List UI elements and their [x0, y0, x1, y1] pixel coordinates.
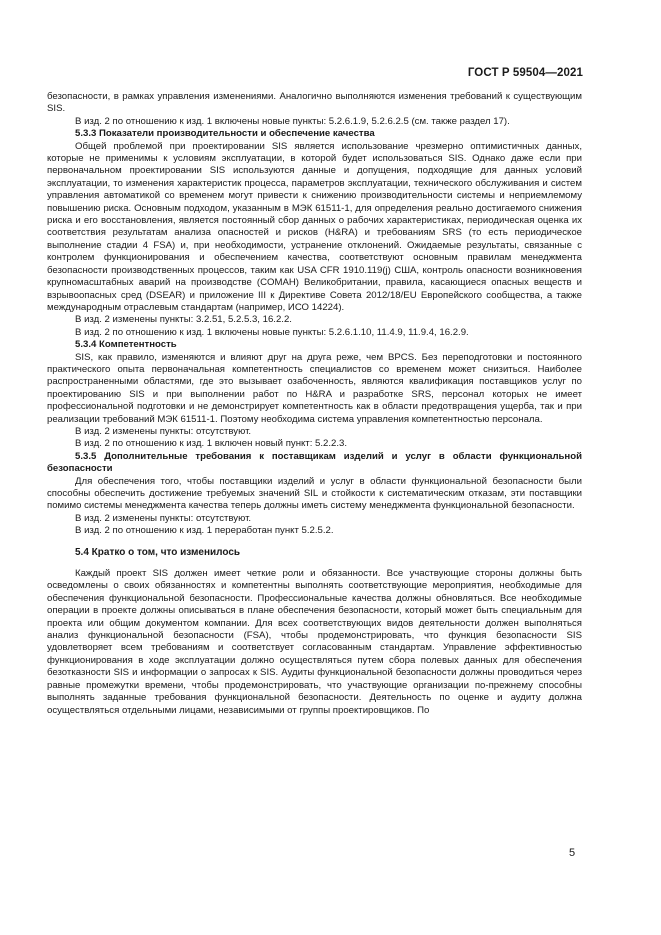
paragraph: В изд. 2 по отношению к изд. 1 включен новый пункт: 5.2.2.3. — [75, 438, 348, 450]
section-heading-5-3-4: 5.3.4 Компетентность — [75, 339, 177, 351]
paragraph: В изд. 2 по отношению к изд. 1 включены новые пункты: 5.2.6.1.9, 5.2.6.2.5 (см. также раздел 17). — [75, 115, 510, 127]
page-number: 5 — [569, 847, 576, 859]
paragraph: В изд. 2 по отношению к изд. 1 переработан пункт 5.2.5.2. — [75, 525, 334, 537]
paragraph: В изд. 2 изменены пункты: отсутствуют. — [75, 512, 252, 524]
section-heading-5-3-3: 5.3.3 Показатели производительности и обеспечение качества — [75, 128, 375, 140]
paragraph: В изд. 2 по отношению к изд. 1 включены новые пункты: 5.2.6.1.10, 11.4.9, 11.9.4, 16.2.9. — [75, 326, 469, 338]
paragraph: Для обеспечения того, чтобы поставщики изделий и услуг в области функциональной безопасности были способны обеспечить достижение требуемых значений SIL и стойкости к систематическим отказам, эти поставщики помимо системы менеджмента качества теперь должны иметь систему менеджмента функциональной безопасности. — [47, 475, 582, 512]
document-body — [47, 91, 582, 717]
section-heading-5-4: 5.4 Кратко о том, что изменилось — [75, 546, 241, 558]
paragraph: В изд. 2 изменены пункты: 3.2.51, 5.2.5.3, 16.2.2. — [75, 314, 292, 326]
paragraph: безопасности, в рамках управления изменениями. Аналогично выполняются изменения требований к существующим SIS. — [47, 91, 582, 115]
section-heading-5-3-5: 5.3.5 Дополнительные требования к поставщикам изделий и услуг в области функциональной безопасности — [47, 450, 582, 475]
paragraph: В изд. 2 изменены пункты: отсутствуют. — [75, 425, 252, 437]
paragraph: SIS, как правило, изменяются и влияют друг на друга реже, чем BPCS. Без переподготовки и постоянного практического опыта первоначальная компетентность специалистов со временем может снизиться. Наиболее распространенными областями, где это вызывает озабоченность, являются квалификация поставщиков услуг по проектированию SIS и при выполнении работ по H&RA и разработке SRS, персонал которых не имеет профессиональной подготовки и не демонстрирует компетентность как в области предотвращения ущерба, так и при реализации требований МЭК 61511-1. Поэтому необходима система управления компетентностью персонала. — [47, 351, 582, 425]
standard-code: ГОСТ Р 59504—2021 — [467, 67, 583, 79]
paragraph: Общей проблемой при проектировании SIS является использование чрезмерно оптимистичных данных, которые не применимы к условиям эксплуатации, в которой будет использоваться SIS. Однако даже если при первоначальном проектировании SIS используются данные и допущения, подходящие для данных условий эксплуатации, то изменения характеристик процесса, параметров эксплуатации, технического обслуживания и систем управления автоматикой со временем могут привести к снижению производительности системы и неприемлемому повышению риска. Основным подходом, указанным в МЭК 61511-1, для определения реально достигаемого снижения риска и его восстановления, является постоянный сбор данных о рабочих характеристиках, периодическая оценка их соответствия результатам анализа опасностей и рисков (H&RA) и требованиям SRS (то есть периодическое выполнение стадии 4 FSA) и, при необходимости, устранение отклонений. Ожидаемые результаты, связанные с контролем функционирования и обеспечением качества, соответствуют основным правилам менеджмента безопасности производственных процессов, таким как USA CFR 1910.119(j) США, контроль опасности возникновения крупномасштабных аварий на производстве (COMAH) Великобритании, правила, касающиеся опасных веществ и взрывоопасных сред (DSEAR) и приложение III к Директиве Совета 2012/18/EU Европейского сообщества, а также международным отраслевым стандартам (например, ИСО 14224). — [47, 140, 582, 313]
paragraph: Каждый проект SIS должен имеет четкие роли и обязанности. Все участвующие стороны должны быть осведомлены о своих обязанностях и компетентны выполнять соответствующие мероприятия, необходимые для обеспечения функциональной безопасности. Профессиональные качества должны обновляться. Все необходимые операции в проекте должны описываться в плане обеспечения безопасности, который может быть специальным для проекта или общим документом компании. Для всех соответствующих видов деятельности должен выполняться анализ функциональной безопасности (FSA), чтобы продемонстрировать, что функция безопасности SIS удовлетворяет всем требованиям и соответствует согласованным стандартам. Управление эффективностью функционирования в ходе эксплуатации должно осуществляться путем сбора полевых данных для обеспечения безотказности SIS и информации о запросах к SIS. Аудиты функциональной безопасности должны проводиться через равные промежутки времени, чтобы продемонстрировать, что участвующие организации по-прежнему способны выполнять заданные требования функциональной безопасности. Деятельность по оценке и аудиту должна осуществляться отдельными лицами, независимыми от группы проектировщиков. По — [47, 568, 582, 716]
